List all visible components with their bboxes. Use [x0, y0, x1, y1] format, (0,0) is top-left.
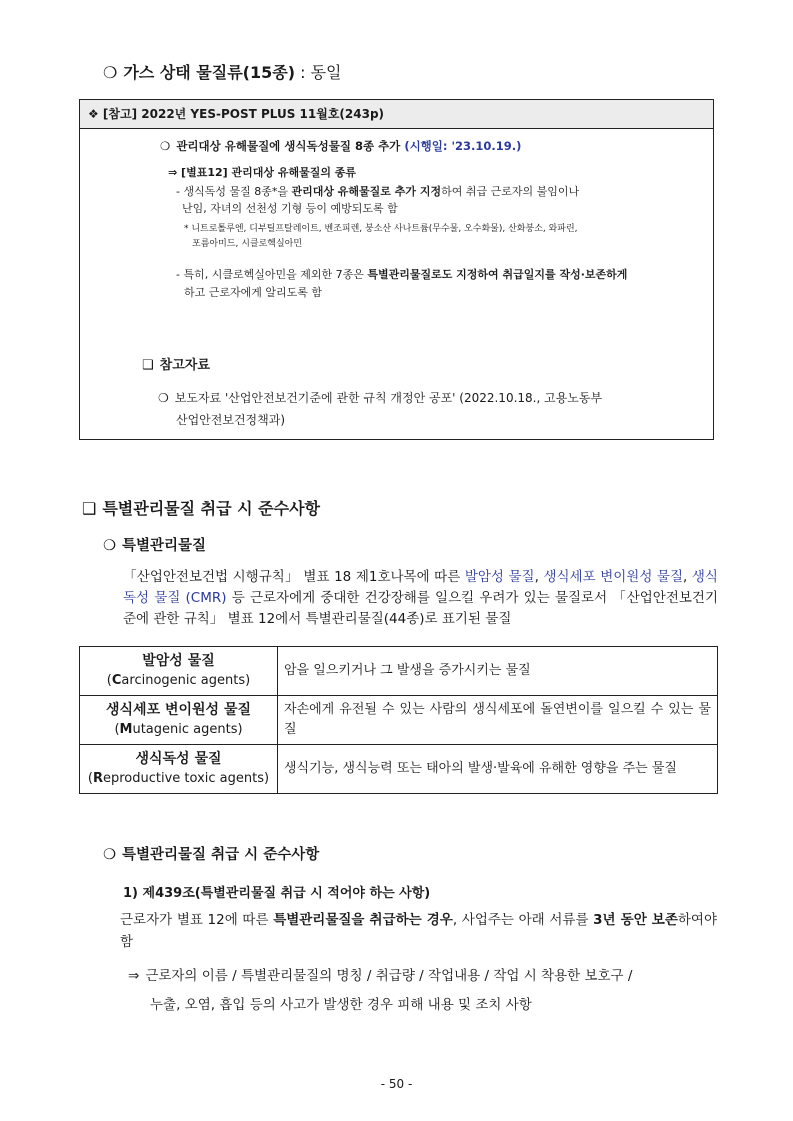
gas-heading-rest: : 동일	[295, 63, 342, 82]
subsection-handling-rules	[103, 843, 319, 864]
ref-note	[184, 222, 674, 252]
para-text-2: 등 근로자에게 중대한 건강장해를 일으킬 우려가 있는 물질로서 「산업안전보건기준에 관한 규칙」 별표 12에서 특별관리물질(44종)로 표기된 물질	[123, 590, 718, 627]
ref-source-line2: 산업안전보건정책과)	[176, 413, 286, 427]
description-cell: 암을 일으키거나 그 발생을 증가시키는 물질	[278, 647, 718, 696]
record-items-list	[128, 962, 718, 1020]
table-row	[80, 696, 718, 745]
ref-note-line1: * 니트로톨루엔, 디부틸프탈레이트, 벤조피렌, 붕소산 사나트륨(무수물, 오수화물), 산화붕소, 와파린,	[184, 224, 578, 234]
article-text-1: 근로자가 별표 12에 따른	[120, 912, 274, 928]
ref-note-line2: 포름아미드, 시클로헥실아민	[192, 239, 303, 249]
ref-item-1	[160, 138, 521, 154]
circle-bullet-icon: ❍	[158, 391, 169, 405]
description-cell: 자손에게 유전될 수 있는 사람의 생식세포에 돌연변이를 일으킬 수 있는 물질	[278, 696, 718, 745]
ref-source-line1: 보도자료 '산업안전보건기준에 관한 규칙 개정안 공포' (2022.10.18., 고용노동부	[174, 391, 603, 405]
term-english-rest: utagenic agents	[132, 722, 238, 737]
subsection-title: 특별관리물질	[122, 538, 207, 554]
term-english: (Carcinogenic agents)	[106, 673, 251, 688]
ref-dash-1-pre: - 생식독성 물질 8종*을	[176, 185, 292, 198]
term-korean: 발암성 물질	[142, 653, 215, 669]
ref-dash-1-post: 하여 취급 근로자의 불임이나	[441, 185, 580, 198]
square-bullet-icon: ❑	[142, 358, 154, 373]
link-reproductive: 생식독성 물질 (CMR)	[123, 569, 718, 606]
term-english: (Mutagenic agents)	[114, 722, 243, 737]
para-sep-2: ,	[683, 569, 692, 585]
term-english-rest: eproductive toxic agents	[103, 771, 264, 786]
definition-paragraph	[123, 567, 718, 630]
table-row	[80, 647, 718, 696]
term-cell	[80, 647, 278, 696]
para-sep-1: ,	[534, 569, 544, 585]
ref-dash-1-line2: 난임, 자녀의 선천성 기형 등이 예방되도록 함	[182, 202, 398, 215]
term-english: (Reproductive toxic agents)	[87, 771, 270, 786]
record-items-line2: 누출, 오염, 흡입 등의 사고가 발생한 경우 피해 내용 및 조치 사항	[150, 997, 532, 1013]
square-bullet-icon: ❑	[82, 499, 97, 518]
ref-item-1-text: 관리대상 유해물질에 생식독성물질 8종 추가	[176, 139, 401, 153]
ref-dash-2	[176, 266, 676, 302]
ref-effective-date: (시행일: '23.10.19.)	[404, 139, 522, 153]
para-text-1: 「산업안전보건법 시행규칙」 별표 18 제1호나목에 따른	[123, 569, 465, 585]
article-heading: 1) 제439조(특별관리물질 취급 시 적어야 하는 사항)	[123, 886, 431, 901]
ref-dash-1-bold: 관리대상 유해물질로 추가 지정	[291, 185, 442, 198]
term-cell	[80, 696, 278, 745]
reference-box-header: ❖ [참고] 2022년 YES-POST PLUS 11월호(243p)	[80, 100, 713, 129]
ref-source-item	[158, 387, 698, 431]
article-text-2: , 사업주는 아래 서류를	[452, 912, 594, 928]
page-number: - 50 -	[380, 1077, 413, 1091]
section-heading	[82, 496, 320, 519]
article-bold-1: 특별관리물질을 취급하는 경우	[273, 912, 453, 928]
article-text-3: 하여야 함	[120, 912, 718, 950]
record-items-line1: 근로자의 이름 / 특별관리물질의 명칭 / 취급량 / 작업내용 / 작업 시 착용한 보호구 /	[145, 968, 633, 984]
term-korean: 생식독성 물질	[135, 751, 222, 767]
circle-bullet-icon: ❍	[103, 847, 116, 863]
ref-dash-1	[176, 183, 676, 217]
article-paragraph	[120, 909, 717, 953]
circle-bullet-icon: ❍	[160, 139, 171, 153]
cmr-definition-table	[79, 646, 718, 794]
term-initial: M	[119, 722, 133, 737]
link-mutagenic: 생식세포 변이원성 물질	[543, 569, 684, 585]
table-row	[80, 745, 718, 794]
link-carcinogenic: 발암성 물질	[464, 569, 535, 585]
ref-dash-2-bold: 특별관리물질로도 지정하여 취급일지를 작성·보존하게	[367, 268, 628, 281]
term-initial: C	[111, 673, 122, 688]
term-korean: 생식세포 변이원성 물질	[106, 702, 251, 718]
term-initial: R	[92, 771, 103, 786]
term-cell	[80, 745, 278, 794]
gas-heading-title: 가스 상태 물질류(15종)	[123, 63, 296, 82]
ref-sources-heading	[142, 354, 210, 373]
subsection-special-substances	[103, 534, 206, 555]
section-title: 특별관리물질 취급 시 준수사항	[102, 499, 320, 518]
description-cell: 생식기능, 생식능력 또는 태아의 발생·발육에 유해한 영향을 주는 물질	[278, 745, 718, 794]
article-bold-2: 3년 동안 보존	[593, 912, 678, 928]
circle-bullet-icon: ❍	[103, 538, 116, 554]
subsection-title: 특별관리물질 취급 시 준수사항	[122, 847, 320, 863]
term-english-rest: arcinogenic agents	[121, 673, 246, 688]
ref-sources-title: 참고자료	[159, 358, 210, 373]
reference-box	[79, 99, 714, 440]
gas-substances-heading	[103, 60, 342, 83]
right-arrow-icon: ⇒	[128, 968, 140, 984]
circle-bullet-icon: ❍	[103, 63, 118, 82]
ref-dash-2-pre: - 특히, 시클로헥실아민을 제외한 7종은	[176, 268, 368, 281]
ref-dash-2-line2: 하고 근로자에게 알리도록 함	[184, 286, 323, 299]
ref-table-label: ⇒ [별표12] 관리대상 유해물질의 종류	[168, 166, 357, 179]
